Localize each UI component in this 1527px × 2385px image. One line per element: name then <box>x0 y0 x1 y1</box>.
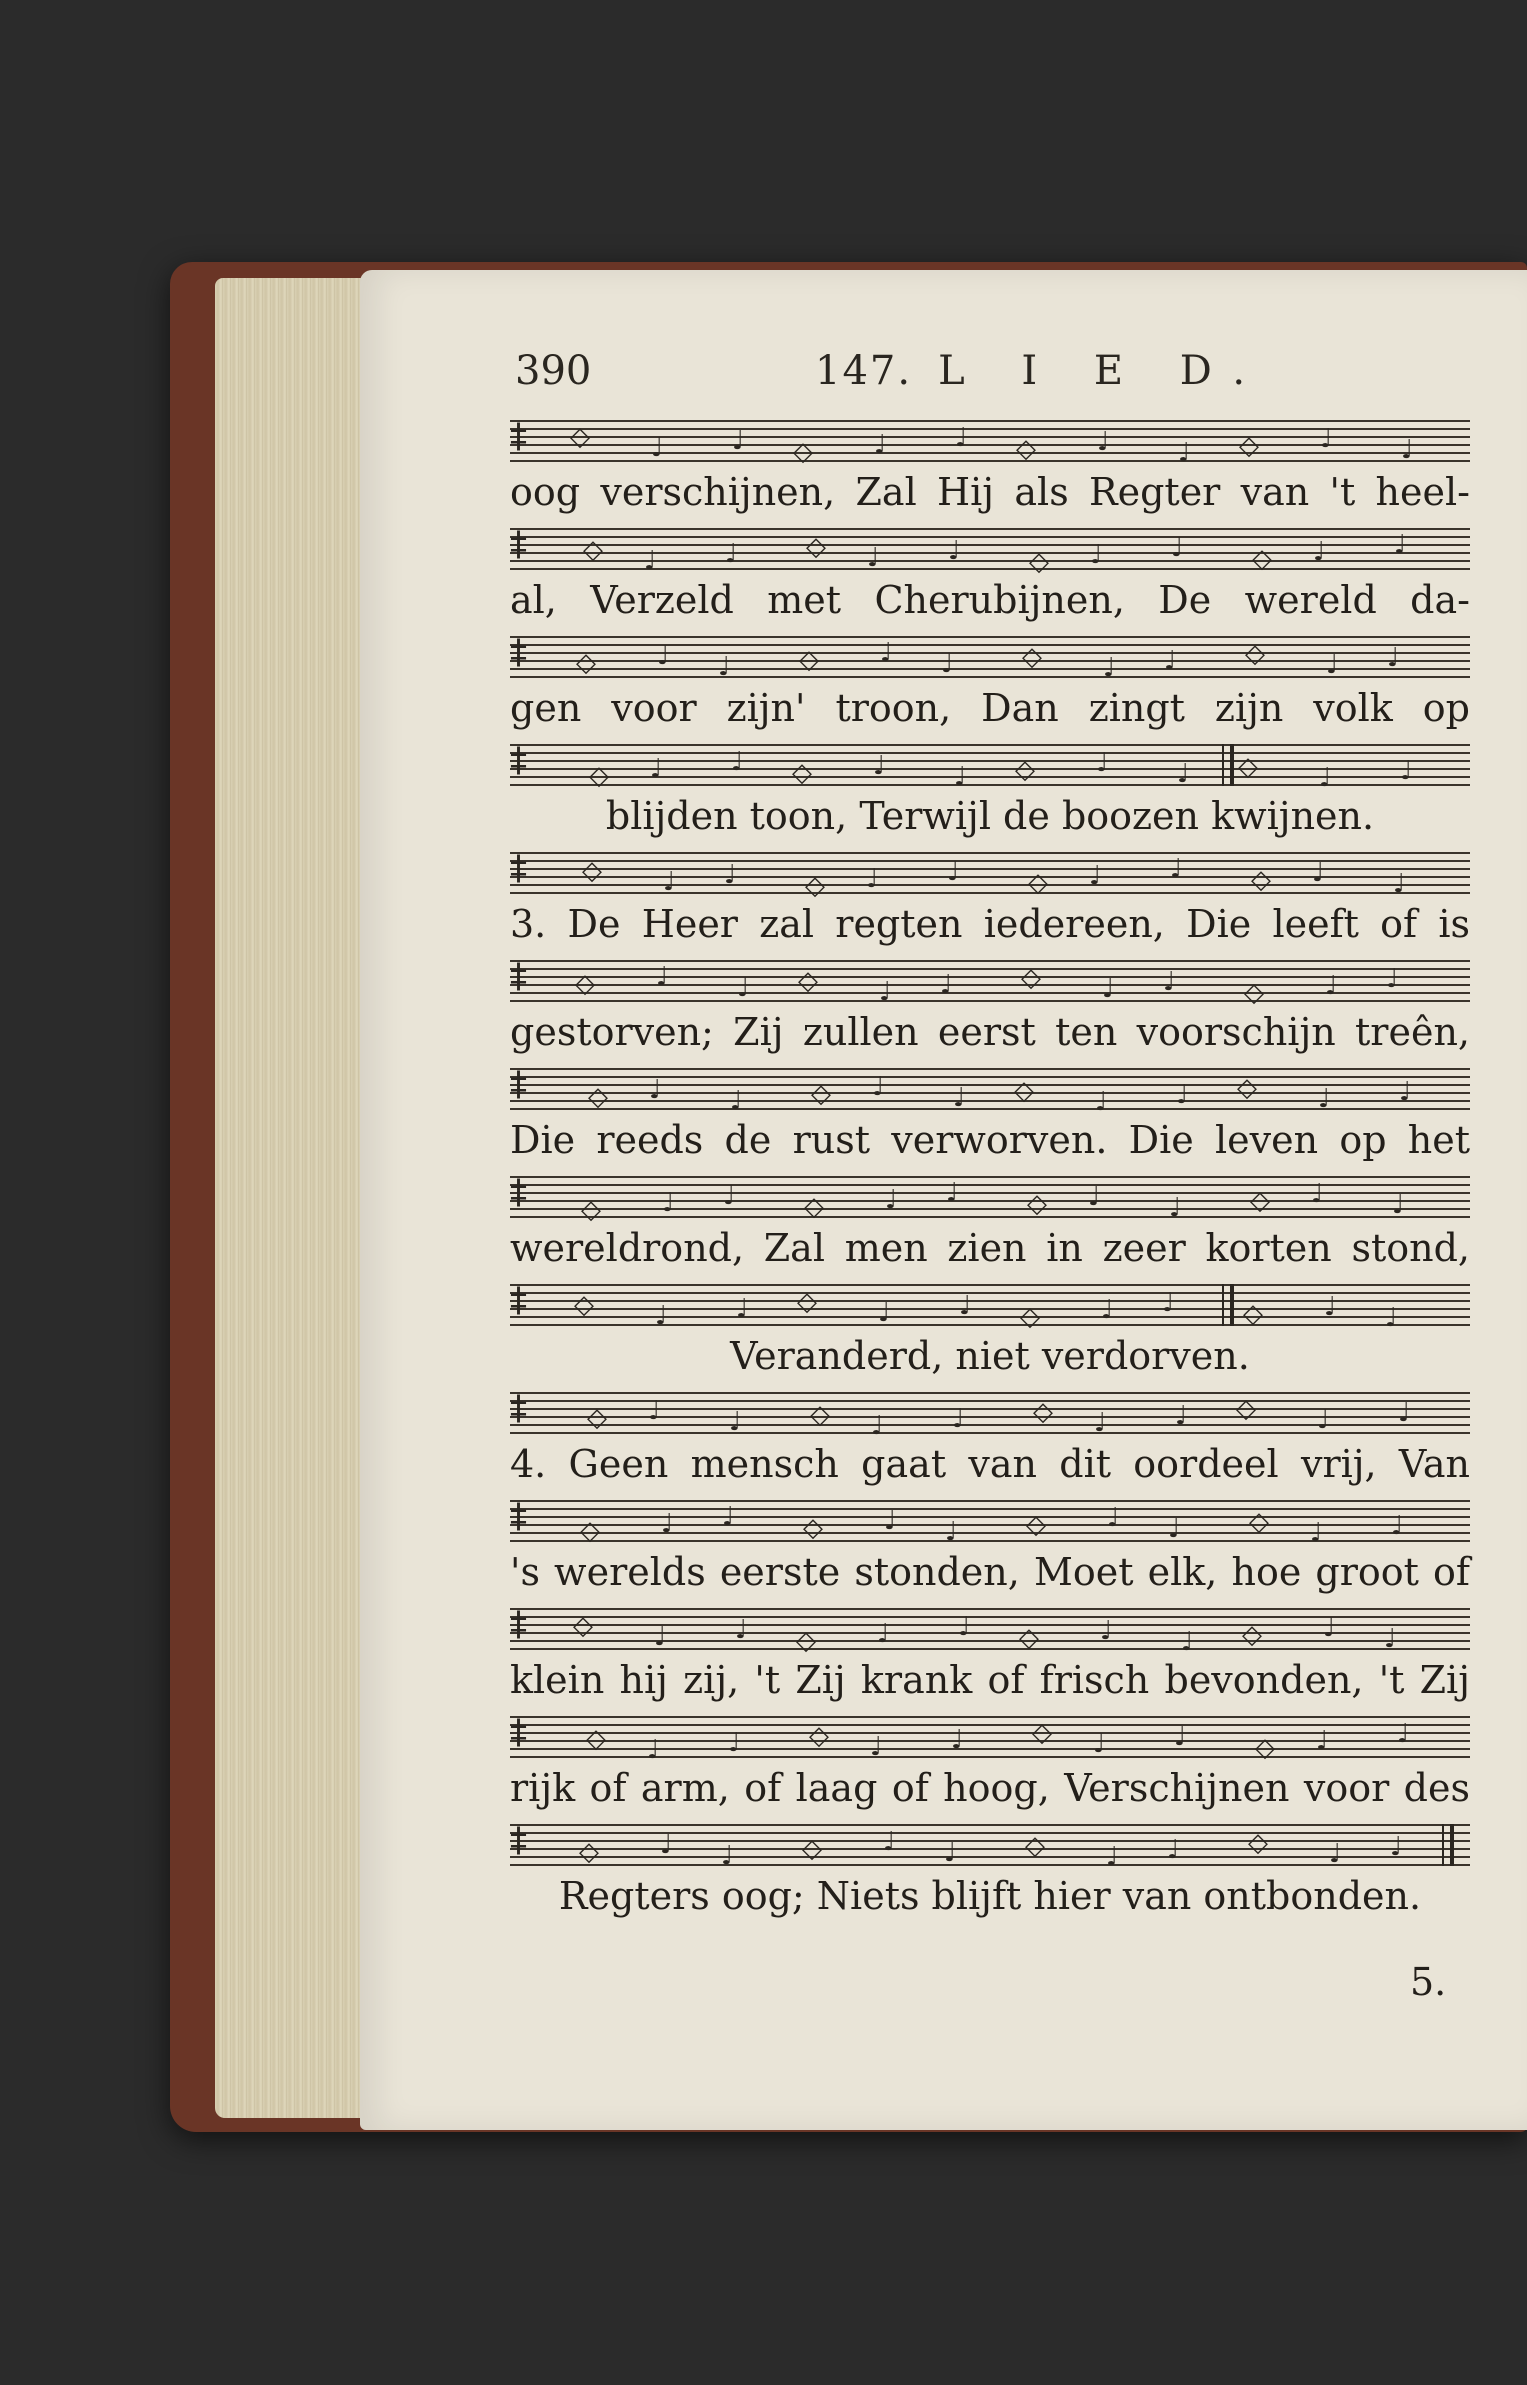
diamond-note-icon: ♩ <box>1095 1087 1108 1117</box>
lyric-line <box>510 1874 1470 1926</box>
final-barline <box>1230 1284 1234 1326</box>
staff <box>510 848 1470 901</box>
music-system <box>510 1604 1470 1710</box>
diamond-note-icon: ♩ <box>1316 1726 1329 1756</box>
diamond-note-icon: ♩ <box>885 1185 898 1215</box>
diamond-note-icon: ♩ <box>940 970 953 1000</box>
diamond-note-icon: ♩ <box>647 1735 660 1765</box>
music-system <box>510 848 1470 954</box>
diamond-note-icon: ♩ <box>945 1517 958 1547</box>
lyric-line <box>510 1550 1470 1602</box>
final-barline <box>1222 744 1224 786</box>
diamond-note-icon: ♩ <box>1090 540 1103 570</box>
staff <box>510 1388 1470 1441</box>
double-bar-clef-icon: ‡ <box>510 1604 527 1644</box>
diamond-note-icon: ♩ <box>648 1396 661 1426</box>
diamond-note-icon: ◇ <box>1236 1394 1256 1424</box>
diamond-note-icon: ◇ <box>1025 1831 1045 1861</box>
lyric-line <box>510 1766 1470 1818</box>
catchword: 5. <box>1410 1960 1447 2004</box>
double-bar-clef-icon: ‡ <box>510 1712 527 1752</box>
diamond-note-icon: ♩ <box>954 762 967 792</box>
diamond-note-icon: ◇ <box>809 1721 829 1751</box>
diamond-note-icon: ♩ <box>1177 759 1190 789</box>
lyric-text: al, Verzeld met Cherubijnen, De wereld da- <box>510 578 1470 622</box>
diamond-note-icon: ◇ <box>805 871 825 901</box>
diamond-note-icon: ♩ <box>879 977 892 1007</box>
lyric-text: 4. Geen mensch gaat van dit oordeel vrij, Van <box>510 1442 1470 1486</box>
diamond-note-icon: ♩ <box>724 860 737 890</box>
diamond-note-icon: ♩ <box>731 747 744 777</box>
diamond-note-icon: ♩ <box>1178 438 1191 468</box>
diamond-note-icon: ♩ <box>1089 861 1102 891</box>
diamond-note-icon: ◇ <box>1027 1189 1047 1219</box>
diamond-note-icon: ♩ <box>654 1622 667 1652</box>
diamond-note-icon: ♩ <box>1401 435 1414 465</box>
diamond-note-icon: ♩ <box>1163 967 1176 997</box>
running-title <box>815 348 1267 394</box>
music-system <box>510 1388 1470 1494</box>
lyric-text: 's werelds eerste stonden, Moet elk, hoe groot of <box>510 1550 1470 1594</box>
double-bar-clef-icon: ‡ <box>510 1064 527 1104</box>
diamond-note-icon: ◇ <box>573 1611 593 1641</box>
music-system <box>510 1820 1470 1926</box>
staff <box>510 1064 1470 1117</box>
diamond-note-icon: ♩ <box>1088 1182 1101 1212</box>
diamond-note-icon: ◇ <box>1238 752 1258 782</box>
diamond-note-icon: ◇ <box>1021 963 1041 993</box>
diamond-note-icon: ♩ <box>1384 1624 1397 1654</box>
diamond-note-icon: ♩ <box>1329 1839 1342 1869</box>
lyric-text: gen voor zijn' troon, Dan zingt zijn volk op <box>510 686 1470 730</box>
diamond-note-icon: ♩ <box>873 751 886 781</box>
diamond-note-icon: ♩ <box>1164 646 1177 676</box>
diamond-note-icon: ♩ <box>1400 756 1413 786</box>
diamond-note-icon: ◇ <box>581 1195 601 1225</box>
page-header <box>515 348 1465 408</box>
staff <box>510 1172 1470 1225</box>
diamond-note-icon: ♩ <box>1392 1190 1405 1220</box>
diamond-note-icon: ♩ <box>872 1072 885 1102</box>
diamond-note-icon: ◇ <box>1022 642 1042 672</box>
diamond-note-icon: ◇ <box>1245 639 1265 669</box>
diamond-note-icon: ◇ <box>574 1290 594 1320</box>
page-edges <box>215 278 380 2118</box>
diamond-note-icon: ♩ <box>1168 1514 1181 1544</box>
diamond-note-icon: ♩ <box>732 426 745 456</box>
diamond-note-icon: ♩ <box>1162 1288 1175 1318</box>
diamond-note-icon: ◇ <box>580 1516 600 1546</box>
diamond-note-icon: ◇ <box>1252 544 1272 574</box>
diamond-note-icon: ♩ <box>880 638 893 668</box>
diamond-note-icon: ♩ <box>1093 1729 1106 1759</box>
diamond-note-icon: ◇ <box>1248 1828 1268 1858</box>
diamond-note-icon: ♩ <box>947 857 960 887</box>
page-number: 390 <box>515 348 592 394</box>
diamond-note-icon: ♩ <box>1107 1503 1120 1533</box>
music-system <box>510 632 1470 738</box>
diamond-note-icon: ♩ <box>1096 748 1109 778</box>
diamond-note-icon: ♩ <box>955 423 968 453</box>
double-bar-clef-icon: ‡ <box>510 524 527 564</box>
lyric-text: oog verschijnen, Zal Hij als Regter van 't heel- <box>510 470 1470 514</box>
diamond-note-icon: ♩ <box>725 539 738 569</box>
diamond-note-icon: ♩ <box>1102 974 1115 1004</box>
diamond-note-icon: ◇ <box>1244 978 1264 1008</box>
diamond-note-icon: ♩ <box>1311 1179 1324 1209</box>
music-system <box>510 1172 1470 1278</box>
diamond-note-icon: ♩ <box>948 536 961 566</box>
diamond-note-icon: ◇ <box>806 532 826 562</box>
diamond-note-icon: ♩ <box>1094 1408 1107 1438</box>
diamond-note-icon: ♩ <box>1390 1832 1403 1862</box>
diamond-note-icon: ◇ <box>587 1403 607 1433</box>
staff <box>510 524 1470 577</box>
diamond-note-icon: ◇ <box>575 969 595 999</box>
staff <box>510 1604 1470 1657</box>
diamond-note-icon: ♩ <box>1385 1303 1398 1333</box>
diamond-note-icon: ◇ <box>797 1287 817 1317</box>
diamond-note-icon: ♩ <box>722 1502 735 1532</box>
double-bar-clef-icon: ‡ <box>510 416 527 456</box>
double-bar-clef-icon: ‡ <box>510 740 527 780</box>
diamond-note-icon: ♩ <box>1399 1077 1412 1107</box>
diamond-note-icon: ◇ <box>1026 1510 1046 1540</box>
diamond-note-icon: ♩ <box>883 1827 896 1857</box>
diamond-note-icon: ♩ <box>655 1301 668 1331</box>
diamond-note-icon: ◇ <box>588 1082 608 1112</box>
diamond-note-icon: ♩ <box>952 1404 965 1434</box>
diamond-note-icon: ♩ <box>1319 763 1332 793</box>
diamond-note-icon: ♩ <box>728 1728 741 1758</box>
diamond-note-icon: ◇ <box>586 1724 606 1754</box>
diamond-note-icon: ♩ <box>1324 1292 1337 1322</box>
diamond-note-icon: ♩ <box>941 649 954 679</box>
lyric-line <box>510 902 1470 954</box>
diamond-note-icon: ♩ <box>729 1407 742 1437</box>
diamond-note-icon: ◇ <box>576 648 596 678</box>
double-bar-clef-icon: ‡ <box>510 1172 527 1212</box>
diamond-note-icon: ◇ <box>799 645 819 675</box>
staff <box>510 956 1470 1008</box>
lyric-line <box>510 686 1470 738</box>
staff <box>510 416 1470 468</box>
lyric-line <box>510 1010 1470 1062</box>
diamond-note-icon: ◇ <box>570 422 590 452</box>
final-barline <box>1450 1824 1454 1866</box>
diamond-note-icon: ◇ <box>1237 1073 1257 1103</box>
diamond-note-icon: ♩ <box>884 1506 897 1536</box>
diamond-note-icon: ♩ <box>1394 530 1407 560</box>
diamond-note-icon: ◇ <box>582 856 602 886</box>
diamond-note-icon: ♩ <box>959 1291 972 1321</box>
music-system <box>510 1280 1470 1386</box>
diamond-note-icon: ♩ <box>1310 1518 1323 1548</box>
diamond-note-icon: ♩ <box>877 1619 890 1649</box>
diamond-note-icon: ♩ <box>953 1083 966 1113</box>
diamond-note-icon: ♩ <box>1318 1084 1331 1114</box>
diamond-note-icon: ◇ <box>1242 1620 1262 1650</box>
music-system <box>510 1712 1470 1818</box>
diamond-note-icon: ♩ <box>1312 858 1325 888</box>
diamond-note-icon: ♩ <box>944 1838 957 1868</box>
music-system <box>510 956 1470 1062</box>
diamond-note-icon: ◇ <box>1014 1076 1034 1106</box>
hymn-number: 147. <box>815 348 913 394</box>
lyric-line <box>510 1442 1470 1494</box>
diamond-note-icon: ♩ <box>878 1298 891 1328</box>
lyric-line <box>510 1226 1470 1278</box>
diamond-note-icon: ♩ <box>1317 1405 1330 1435</box>
diamond-note-icon: ◇ <box>1239 431 1259 461</box>
diamond-note-icon: ♩ <box>1175 1401 1188 1431</box>
diamond-note-icon: ♩ <box>1101 1295 1114 1325</box>
diamond-note-icon: ◇ <box>583 535 603 565</box>
lyric-text: Die reeds de rust verworven. Die leven op het <box>510 1118 1470 1162</box>
diamond-note-icon: ♩ <box>1106 1842 1119 1872</box>
diamond-note-icon: ♩ <box>723 1181 736 1211</box>
lyric-text: klein hij zij, 't Zij krank of frisch bevonden, 't Zij <box>510 1658 1470 1702</box>
lyric-text: gestorven; Zij zullen eerst ten voorschijn treên, <box>510 1010 1470 1054</box>
double-bar-clef-icon: ‡ <box>510 1820 527 1860</box>
diamond-note-icon: ◇ <box>804 1192 824 1222</box>
diamond-note-icon: ♩ <box>660 1830 673 1860</box>
book-page <box>360 270 1527 2130</box>
diamond-note-icon: ◇ <box>1033 1397 1053 1427</box>
diamond-note-icon: ♩ <box>1386 964 1399 994</box>
lyric-text: blijden toon, Terwijl de boozen kwijnen. <box>605 794 1375 838</box>
diamond-note-icon: ◇ <box>802 1834 822 1864</box>
staff <box>510 632 1470 683</box>
diamond-note-icon: ♩ <box>867 543 880 573</box>
staff <box>510 740 1470 793</box>
diamond-note-icon: ◇ <box>803 1513 823 1543</box>
diamond-note-icon: ♩ <box>1174 1722 1187 1752</box>
diamond-note-icon: ♩ <box>1323 1613 1336 1643</box>
diamond-note-icon: ♩ <box>649 1075 662 1105</box>
diamond-note-icon: ♩ <box>651 433 664 463</box>
lyric-line <box>510 1334 1470 1386</box>
diamond-note-icon: ♩ <box>1176 1080 1189 1110</box>
diamond-note-icon: ♩ <box>656 962 669 992</box>
diamond-note-icon: ♩ <box>951 1725 964 1755</box>
double-bar-clef-icon: ‡ <box>510 956 527 996</box>
diamond-note-icon: ♩ <box>1170 854 1183 884</box>
lyric-line <box>510 1118 1470 1170</box>
diamond-note-icon: ♩ <box>1171 533 1184 563</box>
music-system <box>510 416 1470 522</box>
diamond-note-icon: ♩ <box>1398 1398 1411 1428</box>
diamond-note-icon: ◇ <box>1243 1299 1263 1329</box>
diamond-note-icon: ◇ <box>1249 1507 1269 1537</box>
diamond-note-icon: ♩ <box>1397 1719 1410 1749</box>
lyric-line <box>510 794 1470 846</box>
diamond-note-icon: ◇ <box>1019 1623 1039 1653</box>
double-bar-clef-icon: ‡ <box>510 1280 527 1320</box>
double-bar-clef-icon: ‡ <box>510 632 527 672</box>
diamond-note-icon: ♩ <box>1181 1627 1194 1657</box>
final-barline <box>1230 744 1234 786</box>
diamond-note-icon: ◇ <box>810 1400 830 1430</box>
diamond-note-icon: ♩ <box>661 1509 674 1539</box>
diamond-note-icon: ◇ <box>798 966 818 996</box>
lyric-text: rijk of arm, of laag of hoog, Verschijnen voor des <box>510 1766 1470 1810</box>
diamond-note-icon: ◇ <box>1016 434 1036 464</box>
diamond-note-icon: ♩ <box>1313 537 1326 567</box>
diamond-note-icon: ◇ <box>589 761 609 791</box>
diamond-note-icon: ◇ <box>1029 547 1049 577</box>
diamond-note-icon: ♩ <box>1387 643 1400 673</box>
diamond-note-icon: ◇ <box>1255 1733 1275 1763</box>
diamond-note-icon: ♩ <box>718 652 731 682</box>
hymn-title: L I E D. <box>938 348 1268 394</box>
double-bar-clef-icon: ‡ <box>510 1496 527 1536</box>
diamond-note-icon: ♩ <box>1325 971 1338 1001</box>
diamond-note-icon: ♩ <box>657 641 670 671</box>
final-barline <box>1222 1284 1224 1326</box>
diamond-note-icon: ◇ <box>1015 755 1035 785</box>
music-system <box>510 740 1470 846</box>
diamond-note-icon: ♩ <box>866 864 879 894</box>
diamond-note-icon: ♩ <box>737 973 750 1003</box>
diamond-note-icon: ◇ <box>796 1626 816 1656</box>
diamond-note-icon: ◇ <box>1032 1718 1052 1748</box>
diamond-note-icon: ◇ <box>793 437 813 467</box>
diamond-note-icon: ♩ <box>644 546 657 576</box>
diamond-note-icon: ♩ <box>735 1615 748 1645</box>
final-barline <box>1442 1824 1444 1866</box>
diamond-note-icon: ♩ <box>870 1732 883 1762</box>
diamond-note-icon: ♩ <box>874 430 887 460</box>
lyric-line <box>510 1658 1470 1710</box>
music-system <box>510 524 1470 630</box>
lyric-text: 3. De Heer zal regten iedereen, Die leeft of is <box>510 902 1470 946</box>
diamond-note-icon: ◇ <box>1028 868 1048 898</box>
diamond-note-icon: ♩ <box>1320 424 1333 454</box>
diamond-note-icon: ◇ <box>579 1837 599 1867</box>
diamond-note-icon: ♩ <box>1169 1193 1182 1223</box>
diamond-note-icon: ♩ <box>650 754 663 784</box>
lyric-text: Regters oog; Niets blijft hier van ontbonden. <box>558 1874 1422 1918</box>
diamond-note-icon: ◇ <box>1020 1302 1040 1332</box>
diamond-note-icon: ♩ <box>662 1188 675 1218</box>
staff <box>510 1280 1470 1333</box>
diamond-note-icon: ♩ <box>1393 869 1406 899</box>
staff <box>510 1712 1470 1765</box>
diamond-note-icon: ◇ <box>811 1079 831 1109</box>
diamond-note-icon: ♩ <box>1097 427 1110 457</box>
diamond-note-icon: ♩ <box>1326 650 1339 680</box>
diamond-note-icon: ♩ <box>736 1294 749 1324</box>
diamond-note-icon: ♩ <box>1391 1511 1404 1541</box>
diamond-note-icon: ♩ <box>1100 1616 1113 1646</box>
lyric-line <box>510 470 1470 522</box>
lyric-text: Veranderd, niet verdorven. <box>730 1334 1250 1378</box>
diamond-note-icon: ♩ <box>946 1178 959 1208</box>
diamond-note-icon: ♩ <box>663 867 676 897</box>
diamond-note-icon: ♩ <box>1103 653 1116 683</box>
diamond-note-icon: ♩ <box>1167 1835 1180 1865</box>
lyric-text: wereldrond, Zal men zien in zeer korten stond, <box>510 1226 1470 1270</box>
staff <box>510 1496 1470 1548</box>
diamond-note-icon: ♩ <box>958 1612 971 1642</box>
music-system <box>510 1064 1470 1170</box>
diamond-note-icon: ♩ <box>730 1086 743 1116</box>
diamond-note-icon: ♩ <box>721 1841 734 1871</box>
diamond-note-icon: ◇ <box>1251 865 1271 895</box>
diamond-note-icon: ◇ <box>1250 1186 1270 1216</box>
diamond-note-icon: ♩ <box>871 1411 884 1441</box>
music-system <box>510 1496 1470 1602</box>
diamond-note-icon: ◇ <box>792 758 812 788</box>
double-bar-clef-icon: ‡ <box>510 1388 527 1428</box>
staff <box>510 1820 1470 1872</box>
lyric-line <box>510 578 1470 630</box>
double-bar-clef-icon: ‡ <box>510 848 527 888</box>
